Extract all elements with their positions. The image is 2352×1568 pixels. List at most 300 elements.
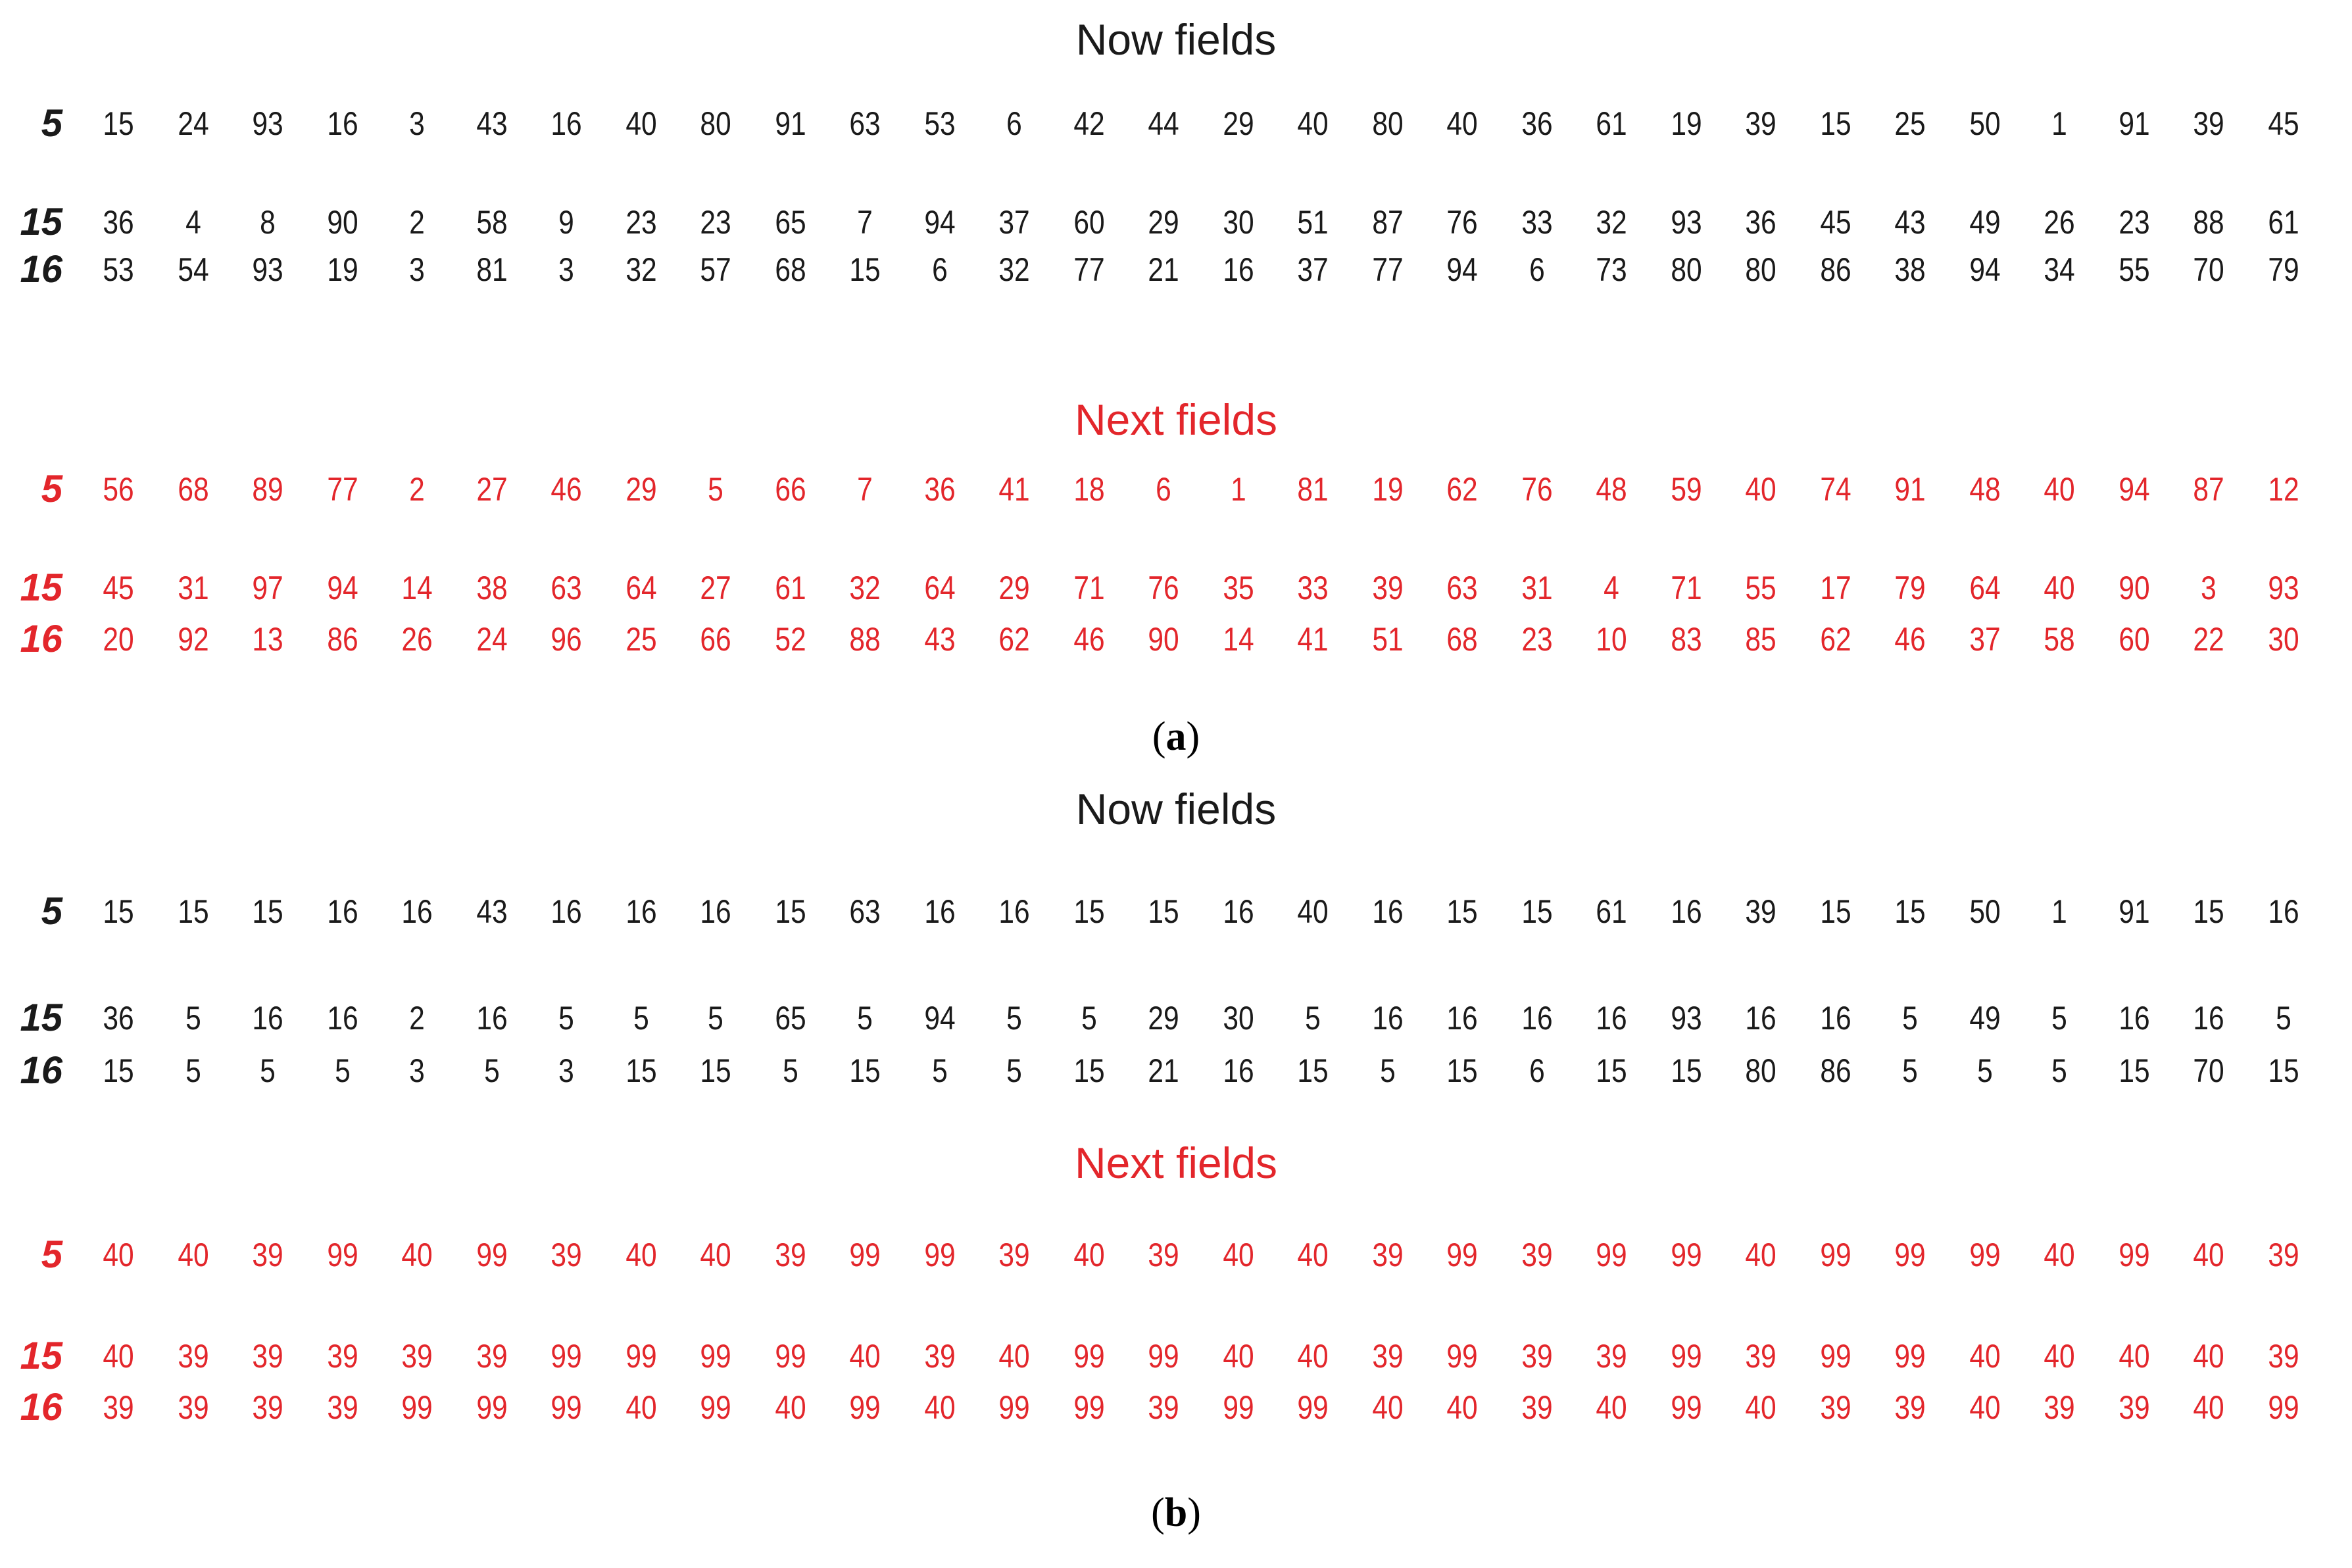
field-value: 80	[1745, 1052, 1776, 1089]
field-value: 79	[2267, 251, 2299, 288]
field-value: 5	[1902, 1000, 1918, 1037]
field-value: 15	[1446, 1052, 1478, 1089]
field-value: 77	[1371, 251, 1404, 288]
field-value: 40	[998, 1338, 1030, 1375]
field-value: 81	[1297, 471, 1329, 508]
field-value: 94	[2118, 471, 2150, 508]
field-value: 39	[2118, 1389, 2150, 1426]
field-value: 97	[252, 570, 283, 606]
field-value: 56	[103, 471, 134, 508]
field-value: 40	[625, 1237, 657, 1273]
field-value: 26	[401, 621, 433, 658]
field-value: 39	[998, 1237, 1030, 1273]
field-value: 39	[1371, 1237, 1404, 1273]
field-value: 61	[2267, 204, 2299, 241]
field-value: 49	[1969, 1000, 2001, 1037]
field-value: 15	[1073, 893, 1105, 930]
row-label: 5	[41, 1233, 62, 1276]
field-value: 99	[774, 1338, 806, 1375]
field-value: 57	[700, 251, 731, 288]
field-value: 5	[483, 1052, 500, 1089]
field-value: 39	[923, 1338, 956, 1375]
field-value: 3	[409, 251, 425, 288]
field-value: 27	[700, 570, 731, 606]
field-value: 2	[409, 204, 425, 241]
field-value: 99	[326, 1237, 358, 1273]
field-value: 46	[551, 471, 582, 508]
field-value: 38	[1894, 251, 1926, 288]
field-value: 29	[1148, 1000, 1179, 1037]
field-value: 1	[2051, 893, 2067, 930]
field-value: 94	[1969, 251, 2001, 288]
field-value: 15	[2118, 1052, 2150, 1089]
next-row-16	[0, 1381, 2352, 1434]
field-value: 16	[1745, 1000, 1776, 1037]
field-value: 24	[476, 621, 508, 658]
field-value: 37	[1969, 621, 2001, 658]
field-value: 15	[1670, 1052, 1702, 1089]
field-value: 4	[185, 204, 201, 241]
next-row-5	[0, 1229, 2352, 1281]
field-value: 99	[1222, 1389, 1254, 1426]
field-value: 19	[1371, 471, 1404, 508]
field-value: 30	[1222, 204, 1254, 241]
row-label: 16	[20, 248, 62, 291]
field-value: 31	[177, 570, 209, 606]
field-value: 90	[2118, 570, 2150, 606]
field-value: 64	[1969, 570, 2001, 606]
field-value: 40	[2193, 1338, 2224, 1375]
field-value: 20	[103, 621, 134, 658]
field-value: 99	[2118, 1237, 2150, 1273]
field-value: 99	[1297, 1389, 1329, 1426]
field-value: 39	[177, 1389, 209, 1426]
panel-b-caption: (b)	[1151, 1490, 1201, 1535]
field-value: 99	[476, 1237, 508, 1273]
field-value: 24	[177, 105, 209, 142]
field-value: 85	[1745, 621, 1776, 658]
field-value: 7	[857, 204, 873, 241]
field-value: 99	[849, 1237, 881, 1273]
field-value: 99	[1894, 1338, 1926, 1375]
field-value: 76	[1521, 471, 1553, 508]
field-value: 16	[2193, 1000, 2224, 1037]
field-value: 33	[1521, 204, 1553, 241]
field-value: 40	[103, 1338, 134, 1375]
field-value: 15	[103, 105, 134, 142]
field-value: 51	[1371, 621, 1404, 658]
now-row-5	[0, 97, 2352, 150]
field-value: 36	[1745, 204, 1776, 241]
field-value: 26	[2044, 204, 2075, 241]
field-value: 12	[2267, 471, 2299, 508]
field-value: 90	[1148, 621, 1179, 658]
field-value: 76	[1446, 204, 1478, 241]
field-value: 99	[998, 1389, 1030, 1426]
field-value: 43	[1894, 204, 1926, 241]
field-value: 66	[774, 471, 806, 508]
field-value: 5	[1006, 1000, 1022, 1037]
field-value: 15	[849, 1052, 881, 1089]
field-value: 16	[1371, 893, 1404, 930]
field-value: 48	[1596, 471, 1627, 508]
field-value: 43	[923, 621, 956, 658]
field-value: 86	[326, 621, 358, 658]
field-value: 87	[2193, 471, 2224, 508]
field-value: 92	[177, 621, 209, 658]
field-value: 7	[857, 471, 873, 508]
field-value: 80	[1745, 251, 1776, 288]
field-value: 35	[1222, 570, 1254, 606]
field-value: 39	[1745, 893, 1776, 930]
field-value: 50	[1969, 893, 2001, 930]
field-value: 45	[2267, 105, 2299, 142]
field-value: 15	[1596, 1052, 1627, 1089]
field-value: 15	[1148, 893, 1179, 930]
field-value: 29	[1148, 204, 1179, 241]
field-value: 80	[700, 105, 731, 142]
field-value: 93	[1670, 1000, 1702, 1037]
field-value: 42	[1073, 105, 1105, 142]
next-row-5	[0, 463, 2352, 516]
field-value: 40	[1297, 1338, 1329, 1375]
field-value: 86	[1819, 1052, 1851, 1089]
field-value: 39	[2193, 105, 2224, 142]
field-value: 99	[1819, 1237, 1851, 1273]
field-value: 9	[558, 204, 574, 241]
row-label: 15	[20, 996, 62, 1039]
field-value: 40	[625, 105, 657, 142]
field-value: 39	[476, 1338, 508, 1375]
field-value: 14	[401, 570, 433, 606]
field-value: 15	[103, 1052, 134, 1089]
field-value: 99	[1670, 1338, 1702, 1375]
field-value: 99	[551, 1338, 582, 1375]
now-fields-title: Now fields	[1075, 785, 1277, 833]
field-value: 5	[1379, 1052, 1396, 1089]
field-value: 40	[103, 1237, 134, 1273]
field-value: 40	[923, 1389, 956, 1426]
field-value: 21	[1148, 1052, 1179, 1089]
field-value: 40	[2118, 1338, 2150, 1375]
panel-a-caption-letter: a	[1165, 714, 1187, 759]
field-value: 29	[1222, 105, 1254, 142]
field-value: 80	[1670, 251, 1702, 288]
field-value: 29	[625, 471, 657, 508]
field-value: 99	[849, 1389, 881, 1426]
field-value: 40	[1969, 1389, 2001, 1426]
field-value: 5	[708, 1000, 723, 1037]
field-value: 39	[252, 1237, 283, 1273]
field-value: 40	[2044, 471, 2075, 508]
field-value: 16	[1521, 1000, 1553, 1037]
field-value: 40	[1745, 1389, 1776, 1426]
field-value: 5	[185, 1000, 201, 1037]
field-value: 16	[1222, 251, 1254, 288]
row-label: 5	[41, 468, 62, 510]
field-value: 38	[476, 570, 508, 606]
field-value: 32	[849, 570, 881, 606]
field-value: 61	[1596, 105, 1627, 142]
field-value: 39	[1819, 1389, 1851, 1426]
field-value: 39	[1371, 570, 1404, 606]
field-value: 39	[1148, 1389, 1179, 1426]
field-value: 70	[2193, 251, 2224, 288]
field-value: 27	[476, 471, 508, 508]
field-value: 15	[2267, 1052, 2299, 1089]
field-value: 16	[476, 1000, 508, 1037]
now-row-15	[0, 196, 2352, 249]
field-value: 63	[551, 570, 582, 606]
panel-a-caption: (a)	[1152, 714, 1200, 759]
field-value: 40	[401, 1237, 433, 1273]
field-value: 36	[103, 1000, 134, 1037]
field-value: 16	[1446, 1000, 1478, 1037]
row-label: 16	[20, 618, 62, 660]
field-value: 99	[923, 1237, 956, 1273]
field-value: 5	[931, 1052, 948, 1089]
field-value: 40	[2193, 1389, 2224, 1426]
field-value: 15	[1297, 1052, 1329, 1089]
field-value: 15	[177, 893, 209, 930]
field-value: 64	[625, 570, 657, 606]
field-value: 40	[1371, 1389, 1404, 1426]
field-value: 15	[252, 893, 283, 930]
field-value: 99	[700, 1338, 731, 1375]
field-value: 40	[1446, 105, 1478, 142]
field-value: 15	[774, 893, 806, 930]
field-value: 62	[998, 621, 1030, 658]
field-value: 39	[1521, 1338, 1553, 1375]
field-value: 45	[1819, 204, 1851, 241]
row-label: 15	[20, 201, 62, 243]
field-value: 94	[923, 204, 956, 241]
now-row-15	[0, 992, 2352, 1044]
field-value: 40	[1297, 105, 1329, 142]
field-value: 16	[252, 1000, 283, 1037]
field-value: 40	[700, 1237, 731, 1273]
field-value: 94	[326, 570, 358, 606]
field-value: 15	[1894, 893, 1926, 930]
field-value: 53	[103, 251, 134, 288]
field-value: 16	[998, 893, 1030, 930]
field-value: 30	[2267, 621, 2299, 658]
field-value: 39	[1596, 1338, 1627, 1375]
row-label: 16	[20, 1049, 62, 1092]
field-value: 39	[1148, 1237, 1179, 1273]
field-value: 79	[1894, 570, 1926, 606]
field-value: 62	[1446, 471, 1478, 508]
field-value: 5	[1081, 1000, 1097, 1037]
field-value: 39	[401, 1338, 433, 1375]
field-value: 43	[476, 893, 508, 930]
field-value: 91	[2118, 105, 2150, 142]
field-value: 62	[1819, 621, 1851, 658]
field-value: 99	[1148, 1338, 1179, 1375]
field-value: 16	[923, 893, 956, 930]
field-value: 86	[1819, 251, 1851, 288]
field-value: 45	[103, 570, 134, 606]
field-value: 16	[551, 893, 582, 930]
field-value: 58	[2044, 621, 2075, 658]
field-value: 87	[1371, 204, 1404, 241]
panel-a	[0, 0, 2352, 776]
next-row-16	[0, 613, 2352, 666]
field-value: 5	[2051, 1000, 2067, 1037]
field-value: 10	[1596, 621, 1627, 658]
field-value: 40	[177, 1237, 209, 1273]
field-value: 15	[625, 1052, 657, 1089]
field-value: 39	[326, 1338, 358, 1375]
field-value: 91	[774, 105, 806, 142]
field-value: 15	[103, 893, 134, 930]
field-value: 66	[700, 621, 731, 658]
field-value: 40	[2044, 1338, 2075, 1375]
field-value: 39	[252, 1389, 283, 1426]
field-value: 5	[1976, 1052, 1993, 1089]
field-value: 39	[551, 1237, 582, 1273]
field-value: 32	[625, 251, 657, 288]
next-row-15	[0, 562, 2352, 614]
field-value: 94	[923, 1000, 956, 1037]
field-value: 40	[774, 1389, 806, 1426]
field-value: 60	[1073, 204, 1105, 241]
field-value: 99	[1073, 1389, 1105, 1426]
field-value: 80	[1371, 105, 1404, 142]
field-value: 41	[998, 471, 1030, 508]
field-value: 65	[774, 204, 806, 241]
field-value: 40	[1222, 1338, 1254, 1375]
next-fields-title: Next fields	[1074, 1139, 1278, 1187]
field-value: 16	[700, 893, 731, 930]
field-value: 6	[1006, 105, 1022, 142]
field-value: 1	[2051, 105, 2067, 142]
field-value: 21	[1148, 251, 1179, 288]
field-value: 32	[1596, 204, 1627, 241]
field-value: 89	[252, 471, 283, 508]
panel-b	[0, 783, 2352, 1568]
field-value: 5	[260, 1052, 276, 1089]
now-row-16	[0, 1044, 2352, 1097]
field-value: 15	[700, 1052, 731, 1089]
field-value: 91	[2118, 893, 2150, 930]
field-value: 39	[103, 1389, 134, 1426]
field-value: 4	[1604, 570, 1619, 606]
field-value: 93	[1670, 204, 1702, 241]
field-value: 23	[700, 204, 731, 241]
field-value: 99	[1894, 1237, 1926, 1273]
field-value: 5	[2051, 1052, 2067, 1089]
field-value: 16	[2267, 893, 2299, 930]
field-value: 40	[1745, 1237, 1776, 1273]
field-value: 88	[2193, 204, 2224, 241]
field-value: 5	[558, 1000, 574, 1037]
field-value: 39	[2267, 1237, 2299, 1273]
field-value: 15	[1819, 893, 1851, 930]
field-value: 55	[2118, 251, 2150, 288]
field-value: 39	[1521, 1389, 1553, 1426]
field-value: 93	[252, 251, 283, 288]
field-value: 99	[1446, 1338, 1478, 1375]
field-value: 46	[1073, 621, 1105, 658]
field-value: 19	[326, 251, 358, 288]
field-value: 5	[1305, 1000, 1321, 1037]
field-value: 50	[1969, 105, 2001, 142]
field-value: 6	[931, 251, 948, 288]
field-value: 90	[326, 204, 358, 241]
field-value: 96	[551, 621, 582, 658]
field-value: 39	[774, 1237, 806, 1273]
field-value: 39	[2267, 1338, 2299, 1375]
field-value: 5	[185, 1052, 201, 1089]
field-value: 52	[774, 621, 806, 658]
field-value: 40	[1297, 1237, 1329, 1273]
field-value: 76	[1148, 570, 1179, 606]
field-value: 77	[326, 471, 358, 508]
field-value: 99	[1969, 1237, 2001, 1273]
field-value: 99	[700, 1389, 731, 1426]
field-value: 99	[1596, 1237, 1627, 1273]
now-fields-title: Now fields	[1075, 15, 1277, 64]
field-value: 93	[252, 105, 283, 142]
field-value: 99	[476, 1389, 508, 1426]
panel-b-caption-letter: b	[1164, 1490, 1188, 1535]
field-value: 46	[1894, 621, 1926, 658]
field-value: 19	[1670, 105, 1702, 142]
field-value: 88	[849, 621, 881, 658]
field-value: 40	[1969, 1338, 2001, 1375]
field-value: 16	[401, 893, 433, 930]
row-label: 15	[20, 566, 62, 609]
field-value: 65	[774, 1000, 806, 1037]
field-value: 99	[551, 1389, 582, 1426]
field-value: 5	[1006, 1052, 1022, 1089]
field-value: 16	[326, 1000, 358, 1037]
field-value: 23	[2118, 204, 2150, 241]
next-fields-title: Next fields	[1074, 395, 1278, 444]
field-value: 41	[1297, 621, 1329, 658]
field-value: 39	[1371, 1338, 1404, 1375]
field-value: 59	[1670, 471, 1702, 508]
field-value: 99	[1670, 1389, 1702, 1426]
row-label: 5	[41, 102, 62, 145]
field-value: 55	[1745, 570, 1776, 606]
field-value: 91	[1894, 471, 1926, 508]
field-value: 40	[625, 1389, 657, 1426]
field-value: 99	[2267, 1389, 2299, 1426]
field-value: 68	[177, 471, 209, 508]
field-value: 49	[1969, 204, 2001, 241]
field-value: 39	[1745, 105, 1776, 142]
field-value: 34	[2044, 251, 2075, 288]
field-value: 2	[409, 1000, 425, 1037]
field-value: 16	[326, 893, 358, 930]
field-value: 3	[2201, 570, 2217, 606]
field-value: 99	[1670, 1237, 1702, 1273]
field-value: 3	[409, 1052, 425, 1089]
field-value: 5	[857, 1000, 873, 1037]
field-value: 16	[1222, 893, 1254, 930]
field-value: 5	[633, 1000, 649, 1037]
field-value: 16	[551, 105, 582, 142]
field-value: 63	[849, 893, 881, 930]
field-value: 25	[625, 621, 657, 658]
field-value: 60	[2118, 621, 2150, 658]
field-value: 99	[1446, 1237, 1478, 1273]
field-value: 61	[1596, 893, 1627, 930]
field-value: 63	[1446, 570, 1478, 606]
field-value: 64	[923, 570, 956, 606]
